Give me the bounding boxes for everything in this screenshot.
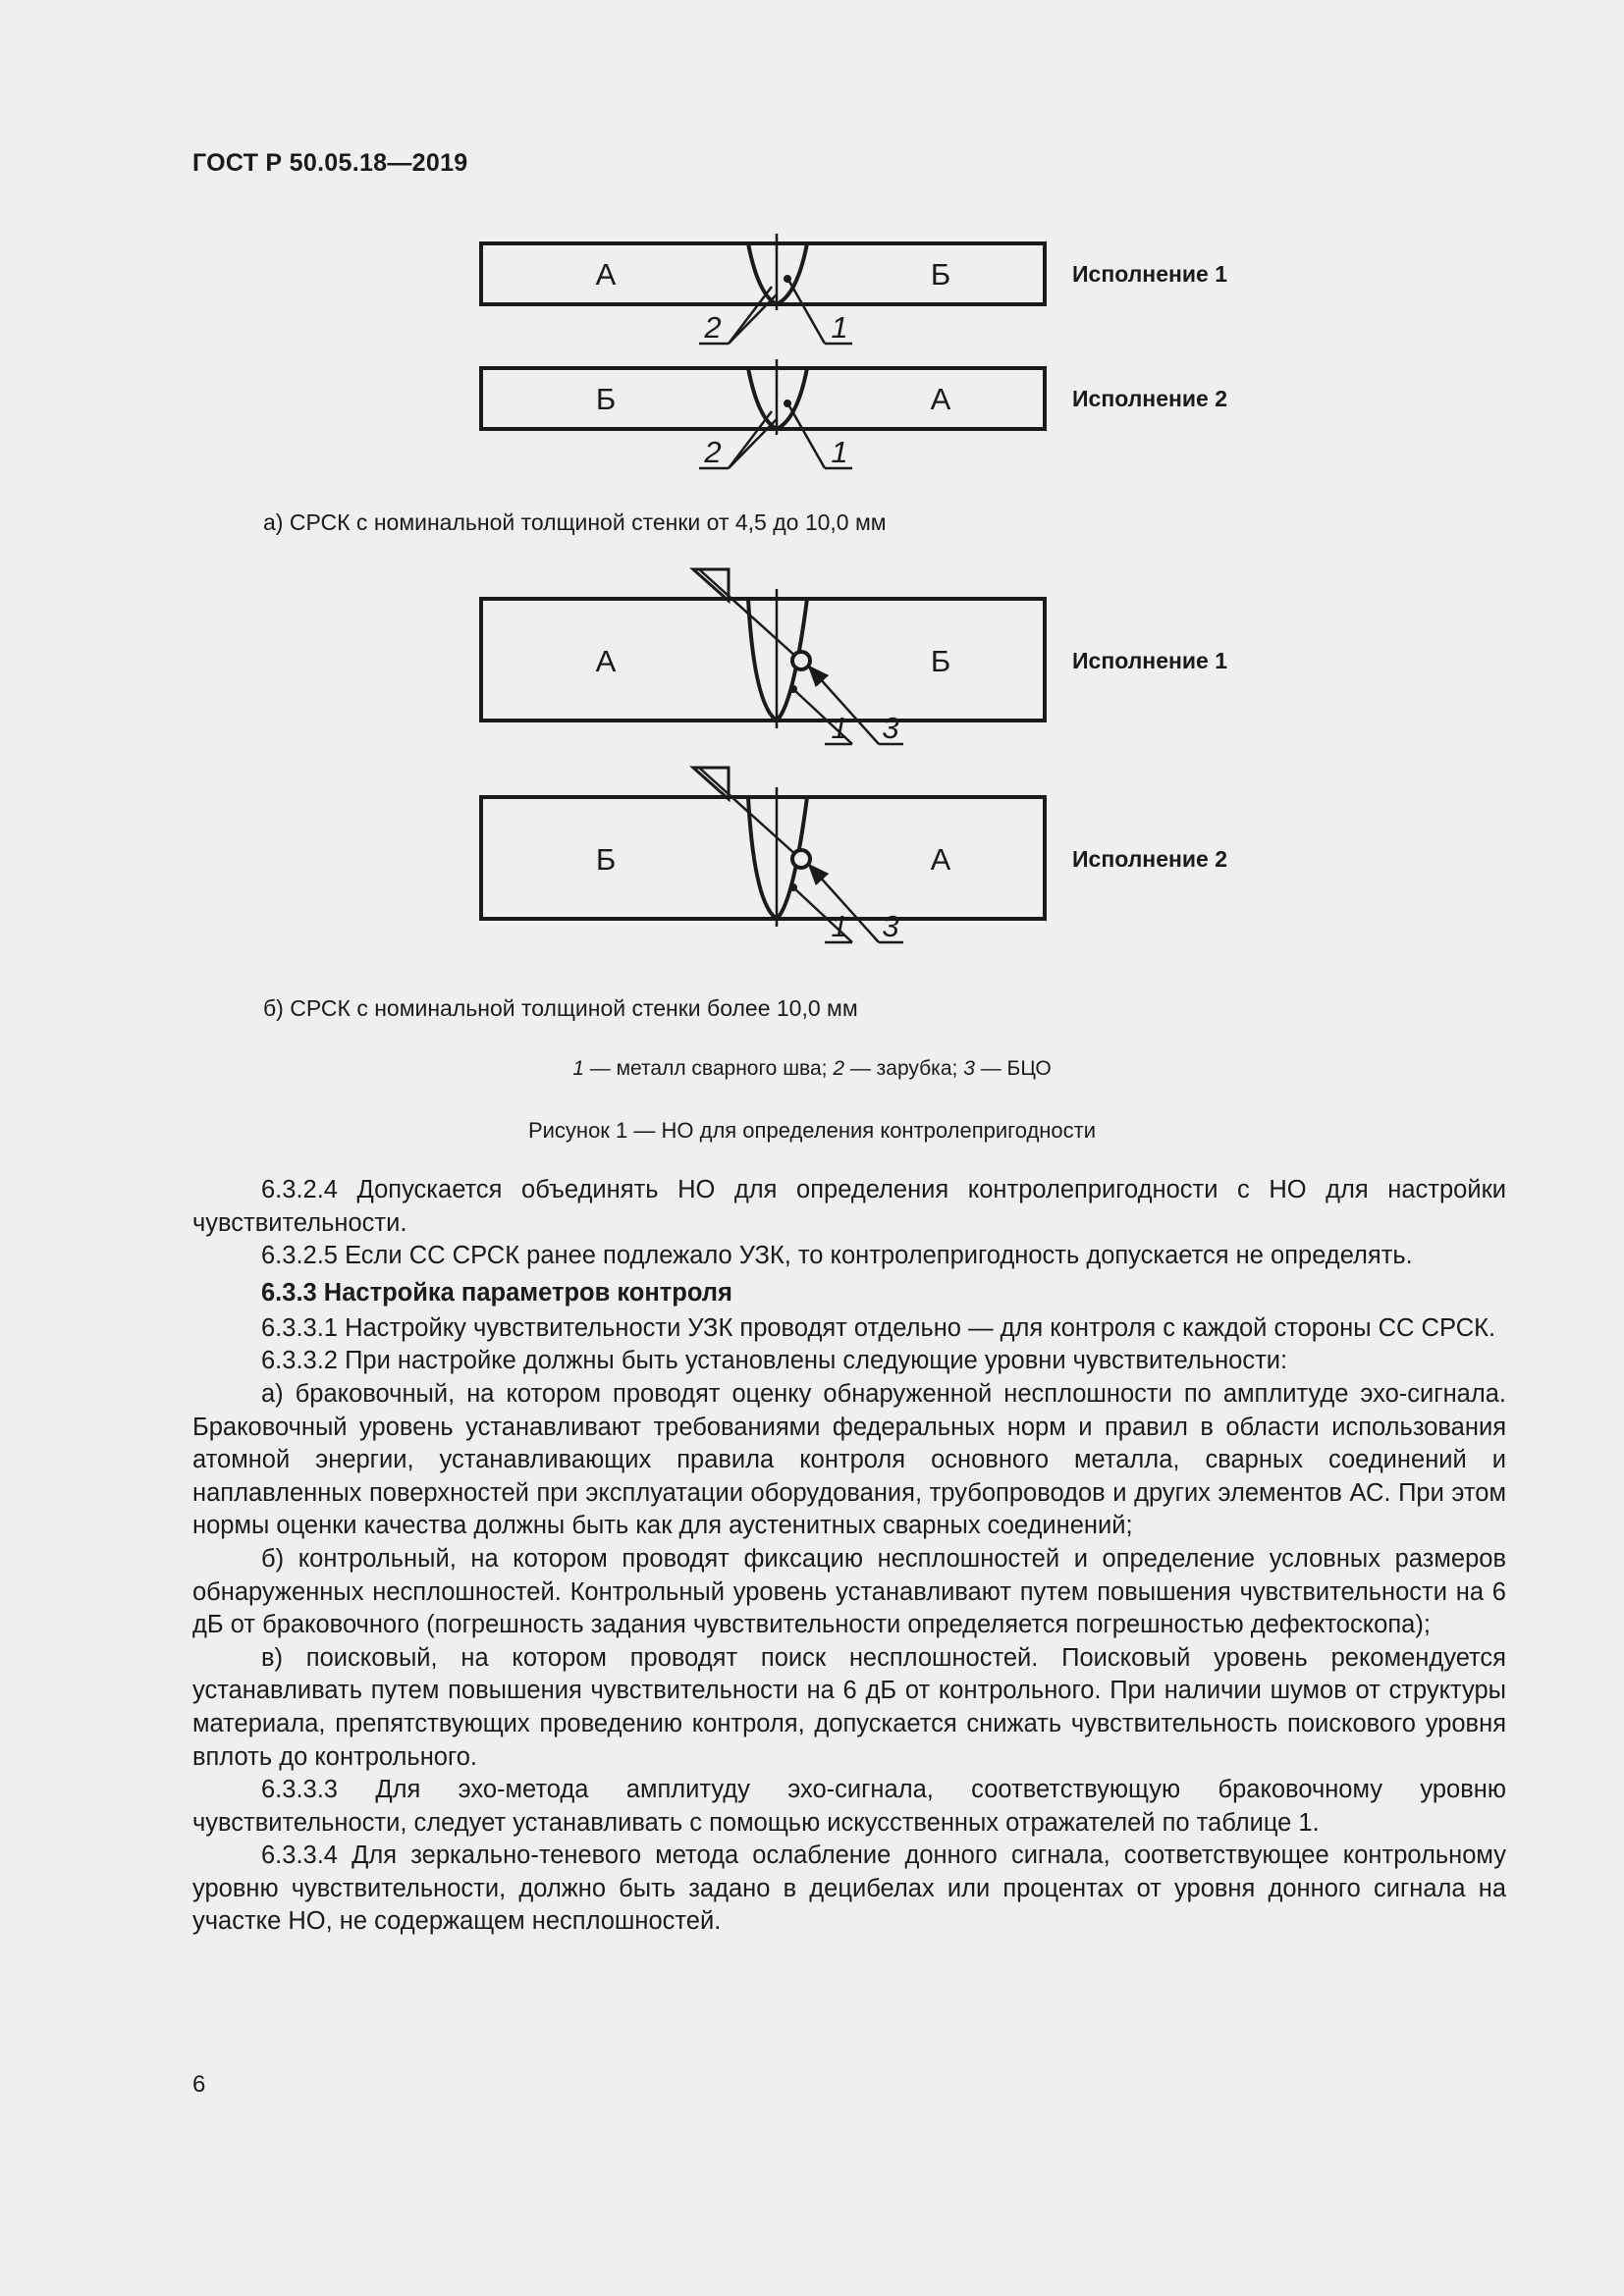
paragraph: в) поисковый, на котором проводят поиск несплошностей. Поисковый уровень рекомендуется устанавливать путем повышения чувствительности на 6 дБ от контрольного. При наличии шумов от структуры материала, препятствующих проведению контроля, допускается снижать чувствительность поискового уровня вплоть до контрольного. — [192, 1643, 1506, 1771]
callout-number-1: 1 — [831, 909, 848, 943]
leader-1 — [788, 280, 825, 344]
side-drilled-hole — [792, 652, 810, 669]
leader-2-b — [729, 411, 772, 468]
side-label-left: А — [595, 257, 617, 292]
legend-text: — зарубка; — [844, 1057, 964, 1080]
subfigure-caption-a: а) СРСК с номинальной толщиной стенки от 4,5 до 10,0 мм — [263, 509, 887, 535]
specimen-plate — [481, 368, 1045, 429]
callout-number-2: 2 — [704, 435, 722, 469]
callout-number-1: 1 — [831, 711, 848, 745]
paragraph: 6.3.3.3 Для эхо-метода амплитуду эхо-сигнала, соответствующую браковочному уровню чувствительности, следует устанавливать с помощью искусственных отражателей по таблице 1. — [192, 1776, 1506, 1837]
paragraph: а) браковочный, на котором проводят оценку обнаруженной несплошности по амплитуде эхо-сигнала. Браковочный уровень устанавливают требованиями федеральных норм и правил в области использования атомной энергии, устанавливающих правила контроля основного металла, сварных соединений и наплавленных поверхностей при эксплуатации оборудования, трубопроводов и других элементов АС. При этом нормы оценки качества должны быть как для аустенитных сварных соединений; — [192, 1379, 1506, 1540]
probe-beam-line — [699, 569, 797, 658]
paragraph: 6.3.2.4 Допускается объединять НО для определения контролепригодности с НО для настройки чувствительности. — [192, 1176, 1506, 1237]
variant-label: Исполнение 2 — [1072, 386, 1227, 411]
leader-2-a — [729, 419, 777, 468]
notch-triangle — [693, 569, 729, 601]
diagram-b1 — [481, 569, 1045, 744]
diagram-a1 — [481, 234, 1045, 344]
diagram-a2 — [481, 359, 1045, 468]
probe-beam-line — [699, 768, 797, 856]
paragraph: 6.3.2.5 Если СС СРСК ранее подлежало УЗК, то контролепригодность допускается не определять. — [261, 1242, 1413, 1270]
side-label-left: Б — [595, 842, 617, 877]
leader-1 — [788, 404, 825, 468]
variant-label: Исполнение 1 — [1072, 648, 1227, 673]
paragraph: 6.3.3.4 Для зеркально-теневого метода ослабление донного сигнала, соответствующее контрольному уровню чувствительности, должно быть задано в децибелах или процентах от уровня донного сигнала на участке НО, не содержащем несплошностей. — [192, 1842, 1506, 1936]
body-text — [192, 1174, 1506, 1939]
callout-number-3: 3 — [882, 711, 899, 745]
variant-label: Исполнение 2 — [1072, 846, 1227, 872]
callout-number-1: 1 — [831, 435, 848, 469]
subfigure-caption-b: б) СРСК с номинальной толщиной стенки более 10,0 мм — [263, 995, 858, 1021]
legend-text: — металл сварного шва; — [583, 1057, 834, 1080]
notch-triangle — [693, 768, 729, 799]
side-label-right: А — [930, 842, 951, 877]
page-number: 6 — [192, 2071, 206, 2098]
leader-2-a — [729, 294, 777, 344]
side-label-left: Б — [595, 382, 617, 416]
callout-number-1: 1 — [831, 310, 848, 345]
legend-number: 1 — [572, 1057, 584, 1080]
side-label-right: Б — [930, 257, 951, 292]
paragraph: б) контрольный, на котором проводят фиксацию несплошностей и определение условных размеров обнаруженных несплошностей. Контрольный уровень устанавливают путем повышения чувствительности на 6 дБ от браковочного (погрешность задания чувствительности определяется погрешностью дефектоскопа); — [192, 1544, 1506, 1639]
legend-text: — БЦО — [974, 1057, 1052, 1080]
callout-number-2: 2 — [704, 310, 722, 345]
variant-label: Исполнение 1 — [1072, 261, 1227, 287]
side-label-left: А — [595, 644, 617, 678]
paragraph: 6.3.3.1 Настройку чувствительности УЗК проводят отдельно — для контроля с каждой стороны СС СРСК. — [261, 1313, 1496, 1342]
side-label-right: А — [930, 382, 951, 416]
specimen-plate — [481, 243, 1045, 304]
figure-title: Рисунок 1 — НО для определения контролепригодности — [527, 1118, 1097, 1143]
paragraph: 6.3.3.2 При настройке должны быть установлены следующие уровни чувствительности: — [261, 1347, 1288, 1375]
figure-legend — [0, 1057, 1624, 1081]
section-heading: 6.3.3 Настройка параметров контроля — [261, 1278, 732, 1307]
legend-number: 2 — [833, 1057, 844, 1080]
side-label-right: Б — [930, 644, 951, 678]
side-drilled-hole — [792, 850, 810, 868]
diagram-b2 — [481, 768, 1045, 942]
legend-number: 3 — [963, 1057, 975, 1080]
leader-2-b — [729, 287, 772, 344]
document-header: ГОСТ Р 50.05.18—2019 — [192, 149, 468, 177]
callout-number-3: 3 — [882, 909, 899, 943]
